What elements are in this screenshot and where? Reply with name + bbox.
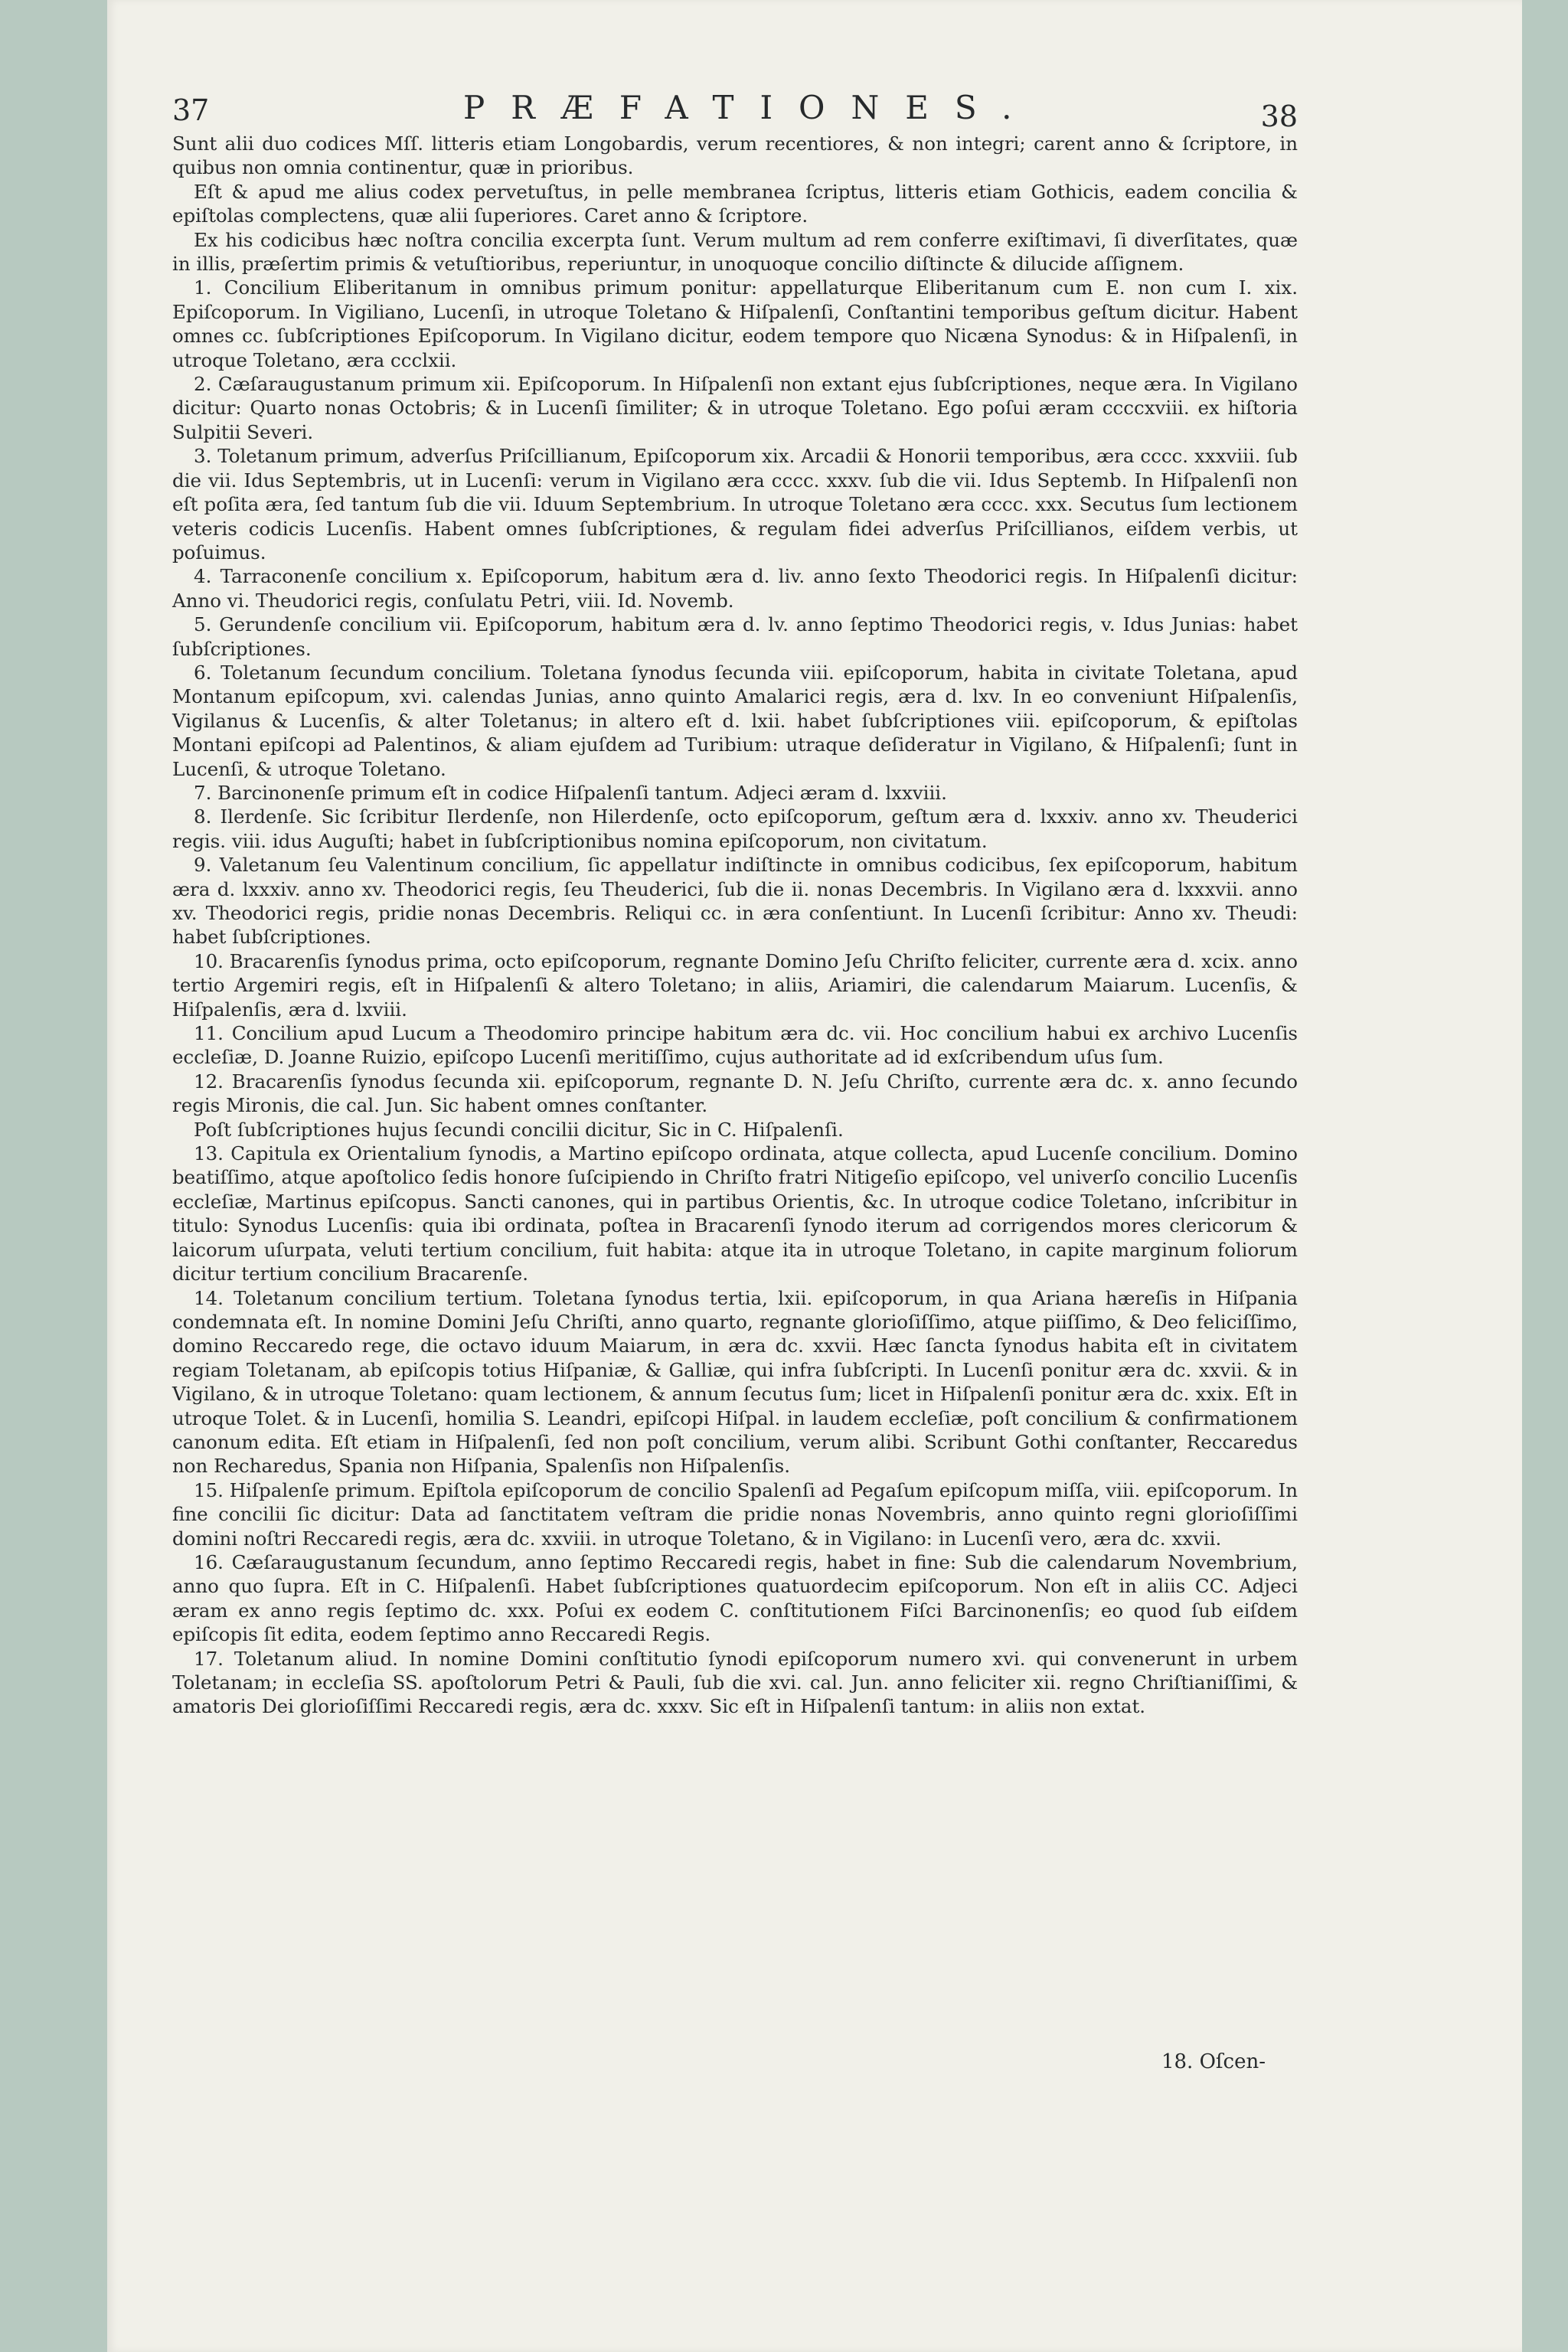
paragraph: 8. Ilerdenſe. Sic ſcribitur Ilerdenſe, non Hilerdenſe, octo epiſcoporum, geſtum æra d. lxxxiv. anno xv. Theuderici regis. viii. idus Auguſti; habet in ſubſcriptionibus nomina epiſcoporum, non civitatum. [172,805,1298,852]
paragraph: 12. Bracarenſis ſynodus ſecunda xii. epiſcoporum, regnante D. N. Jeſu Chriſto, currente æra dc. x. anno ſecundo regis Mironis, die cal. Jun. Sic habent omnes conſtanter. [172,1070,1298,1117]
paragraph: 6. Toletanum ſecundum concilium. Toletana ſynodus ſecunda viii. epiſcoporum, habita in civitate Toletana, apud Montanum epiſcopum, xvi. calendas Junias, anno quinto Amalarici regis, æra d. lxv. In eo conveniunt Hiſpalenſis, Vigilanus & Lucenſis, & alter Toletanus; in altero eſt d. lxii. habet ſubſcriptiones viii. epiſcoporum, & epiſtolas Montani epiſcopi ad Palentinos, & aliam ejuſdem ad Turibium: utraque deſideratur in Vigilano, & Hiſpalenſi; ſunt in Lucenſi, & utroque Toletano. [172,661,1298,780]
paragraph: 11. Concilium apud Lucum a Theodomiro principe habitum æra dc. vii. Hoc concilium habui ex archivo Lucenſis eccleſiæ, D. Joanne Ruizio, epiſcopo Lucenſi meritiſſimo, cujus authoritate ad id exſcribendum uſus ſum. [172,1022,1298,1069]
paragraph: 4. Tarraconenſe concilium x. Epiſcoporum, habitum æra d. liv. anno ſexto Theodorici regis. In Hiſpalenſi dicitur: Anno vi. Theudorici regis, conſulatu Petri, viii. Id. Novemb. [172,565,1298,612]
body-text [172,132,1298,1719]
paragraph: 10. Bracarenſis ſynodus prima, octo epiſcoporum, regnante Domino Jeſu Chriſto feliciter, currente æra d. xcix. anno tertio Argemiri regis, eſt in Hiſpalenſi & altero Toletano; in aliis, Ariamiri, die calendarum Maiarum. Lucenſis, & Hiſpalenſis, æra d. lxviii. [172,949,1298,1021]
paragraph: 2. Cæſaraugustanum primum xii. Epiſcoporum. In Hiſpalenſi non extant ejus ſubſcriptiones, neque æra. In Vigilano dicitur: Quarto nonas Octobris; & in Lucenſi ſimiliter; & in utroque Toletano. Ego poſui æram ccccxviii. ex hiſtoria Sulpitii Severi. [172,373,1298,443]
page-number-left: 37 [172,93,210,127]
paragraph: 3. Toletanum primum, adverſus Priſcillianum, Epiſcoporum xix. Arcadii & Honorii temporibus, æra cccc. xxxviii. ſub die vii. Idus Septembris, ut in Lucenſi: verum in Vigilano æra cccc. xxxv. ſub die vii. Idus Septemb. In Hiſpalenſi non eſt poſita æra, ſed tantum ſub die vii. Iduum Septembrium. In utroque Toletano æra cccc. xxx. Secutus ſum lectionem veteris codicis Lucenſis. Habent omnes ſubſcriptiones, & regulam fidei adverſus Priſcillianos, eiſdem verbis, ut poſuimus. [172,445,1298,564]
page-header [172,86,1298,132]
paragraph: 15. Hiſpalenſe primum. Epiſtola epiſcoporum de concilio Spalenſi ad Pegaſum epiſcopum miſſa, viii. epiſcoporum. In fine concilii ſic dicitur: Data ad ſanctitatem veſtram die pridie nonas Novembris, anno quinto regni glorioſiſſimi domini noſtri Reccaredi regis, æra dc. xxviii. in utroque Toletano, & in Vigilano: in Lucenſi vero, æra dc. xxvii. [172,1478,1298,1550]
paragraph: 1. Concilium Eliberitanum in omnibus primum ponitur: appellaturque Eliberitanum cum E. non cum I. xix. Epiſcoporum. In Vigiliano, Lucenſi, in utroque Toletano & Hiſpalenſi, Conſtantini temporibus geſtum dicitur. Habent omnes cc. ſubſcriptiones Epiſcoporum. In Vigilano dicitur, eodem tempore quo Nicæna Synodus: & in Hiſpalenſi, in utroque Toletano, æra ccclxii. [172,276,1298,371]
paragraph: 7. Barcinonenſe primum eſt in codice Hiſpalenſi tantum. Adjeci æram d. lxxviii. [194,781,947,804]
paragraph: Ex his codicibus hæc noſtra concilia excerpta ſunt. Verum multum ad rem conferre exiſtimavi, ſi diverſitates, quæ in illis, præſertim primis & vetuſtioribus, reperiuntur, in unoquoque concilio diſtincte & dilucide aſſignem. [172,228,1298,276]
paragraph: Poſt ſubſcriptiones hujus ſecundi concilii dicitur, Sic in C. Hiſpalenſi. [194,1118,844,1141]
running-title: PRÆFATIONES. [463,89,1038,126]
paragraph: 13. Capitula ex Orientalium ſynodis, a Martino epiſcopo ordinata, atque collecta, apud Lucenſe concilium. Domino beatiſſimo, atque apoſtolico ſedis honore ſuſcipiendo in Chriſto fratri Nitigeſio epiſcopo, vel univerſo concilio Lucenſis eccleſiæ, Martinus epiſcopus. Sancti canones, qui in partibus Orientis, &c. In utroque codice Toletano, inſcribitur in titulo: Synodus Lucenſis: quia ibi ordinata, poſtea in Bracarenſi ſynodo iterum ad corrigendos mores clericorum & laicorum uſurpata, veluti tertium concilium, fuit habita: atque ita in utroque Toletano, in capite marginum foliorum dicitur tertium concilium Bracarenſe. [172,1142,1298,1285]
paragraph: 14. Toletanum concilium tertium. Toletana ſynodus tertia, lxii. epiſcoporum, in qua Ariana hæreſis in Hiſpania condemnata eſt. In nomine Domini Jeſu Chriſti, anno quarto, regnante glorioſiſſimo, atque piiſſimo, & Deo feliciſſimo, domino Reccaredo rege, die octavo iduum Maiarum, in æra dc. xxvii. Hæc ſancta ſynodus habita eſt in civitatem regiam Toletanam, ab epiſcopis totius Hiſpaniæ, & Galliæ, qui infra ſubſcripti. In Lucenſi ponitur æra dc. xxvii. & in Vigilano, & in utroque Toletano: quam lectionem, & annum ſecutus ſum; licet in Hiſpalenſi ponitur æra dc. xxix. Eſt in utroque Tolet. & in Lucenſi, homilia S. Leandri, epiſcopi Hiſpal. in laudem eccleſiæ, poſt concilium & confirmationem canonum edita. Eſt etiam in Hiſpalenſi, ſed non poſt concilium, verum alibi. Scribunt Gothi conſtanter, Reccaredus non Recharedus, Spania non Hiſpania, Spalenſis non Hiſpalenſis. [172,1286,1298,1478]
catchword: 18. Oſcen- [1161,2050,1266,2073]
paragraph: 17. Toletanum aliud. In nomine Domini conſtitutio ſynodi epiſcoporum numero xvi. qui convenerunt in urbem Toletanam; in eccleſia SS. apoſtolorum Petri & Pauli, ſub die xvi. cal. Jun. anno feliciter xii. regno Chriſtianiſſimi, & amatoris Dei glorioſiſſimi Reccaredi regis, æra dc. xxxv. Sic eſt in Hiſpalenſi tantum: in aliis non extat. [172,1647,1298,1718]
page-number-right: 38 [1260,100,1298,133]
paragraph: Eſt & apud me alius codex pervetuſtus, in pelle membranea ſcriptus, litteris etiam Gothicis, eadem concilia & epiſtolas complectens, quæ alii ſuperiores. Caret anno & ſcriptore. [172,180,1298,227]
paragraph: 16. Cæſaraugustanum ſecundum, anno ſeptimo Reccaredi regis, habet in fine: Sub die calendarum Novembrium, anno quo ſupra. Eſt in C. Hiſpalenſi. Habet ſubſcriptiones quatuordecim epiſcoporum. Non eſt in aliis CC. Adjeci æram ex anno regis ſeptimo dc. xxx. Poſui ex eodem C. conſtitutionem Fiſci Barcinonenſis; eo quod ſub eiſdem epiſcopis ſit edita, eodem ſeptimo anno Reccaredi Regis. [172,1550,1298,1646]
paragraph: Sunt alii duo codices Mſſ. litteris etiam Longobardis, verum recentiores, & non integri; carent anno & ſcriptore, in quibus non omnia continentur, quæ in prioribus. [172,132,1298,179]
paragraph: 5. Gerundenſe concilium vii. Epiſcoporum, habitum æra d. lv. anno ſeptimo Theodorici regis, v. Idus Junias: habet ſubſcriptiones. [172,613,1298,660]
paragraph: 9. Valetanum ſeu Valentinum concilium, ſic appellatur indiſtincte in omnibus codicibus, ſex epiſcoporum, habitum æra d. lxxxiv. anno xv. Theodorici regis, ſeu Theuderici, ſub die ii. nonas Decembris. In Vigilano æra d. lxxxvii. anno xv. Theodorici regis, pridie nonas Decembris. Reliqui cc. in æra conſentiunt. In Lucenſi ſcribitur: Anno xv. Theudi: habet ſubſcriptiones. [172,854,1298,949]
